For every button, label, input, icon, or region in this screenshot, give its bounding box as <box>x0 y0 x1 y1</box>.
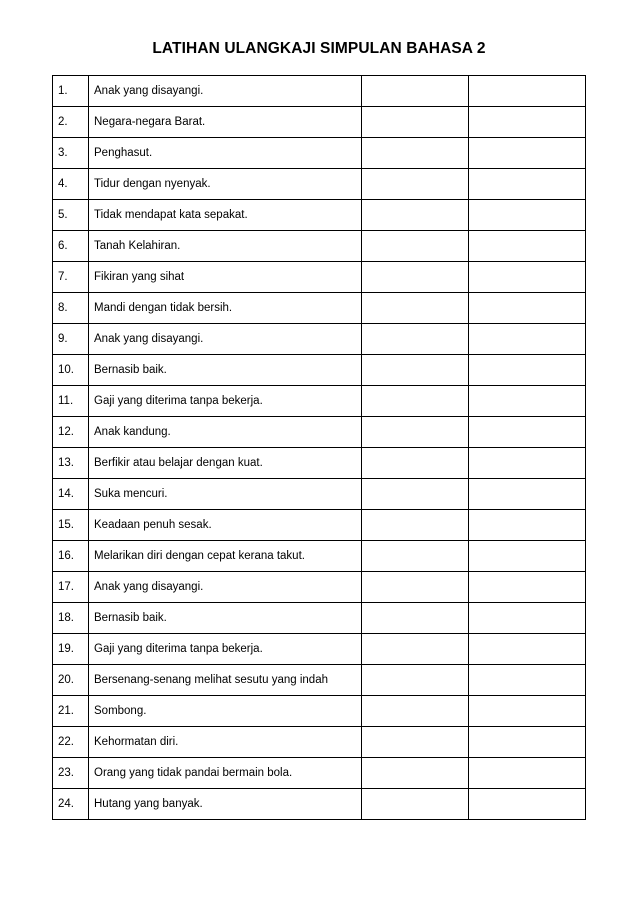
item-meaning: Anak yang disayangi. <box>89 572 362 603</box>
item-number: 15. <box>53 510 89 541</box>
answer-cell-1[interactable] <box>362 262 469 293</box>
answer-cell-2[interactable] <box>469 634 586 665</box>
answer-cell-2[interactable] <box>469 696 586 727</box>
answer-cell-2[interactable] <box>469 541 586 572</box>
answer-cell-2[interactable] <box>469 479 586 510</box>
answer-cell-1[interactable] <box>362 231 469 262</box>
table-row <box>53 572 586 603</box>
answer-cell-1[interactable] <box>362 293 469 324</box>
answer-cell-1[interactable] <box>362 572 469 603</box>
item-number: 12. <box>53 417 89 448</box>
item-meaning: Bernasib baik. <box>89 603 362 634</box>
answer-cell-1[interactable] <box>362 448 469 479</box>
item-meaning: Fikiran yang sihat <box>89 262 362 293</box>
table-row <box>53 727 586 758</box>
item-number: 10. <box>53 355 89 386</box>
item-meaning: Tidak mendapat kata sepakat. <box>89 200 362 231</box>
item-meaning: Hutang yang banyak. <box>89 789 362 820</box>
answer-cell-1[interactable] <box>362 76 469 107</box>
item-number: 4. <box>53 169 89 200</box>
answer-cell-1[interactable] <box>362 107 469 138</box>
answer-cell-1[interactable] <box>362 634 469 665</box>
answer-cell-1[interactable] <box>362 727 469 758</box>
table-row <box>53 231 586 262</box>
table-row <box>53 696 586 727</box>
item-meaning: Penghasut. <box>89 138 362 169</box>
answer-cell-1[interactable] <box>362 386 469 417</box>
answer-cell-1[interactable] <box>362 169 469 200</box>
answer-cell-2[interactable] <box>469 789 586 820</box>
table-row <box>53 138 586 169</box>
answer-cell-2[interactable] <box>469 293 586 324</box>
table-row <box>53 541 586 572</box>
item-meaning: Gaji yang diterima tanpa bekerja. <box>89 634 362 665</box>
answer-cell-2[interactable] <box>469 758 586 789</box>
answer-cell-2[interactable] <box>469 510 586 541</box>
answer-cell-1[interactable] <box>362 200 469 231</box>
answer-cell-2[interactable] <box>469 231 586 262</box>
answer-cell-2[interactable] <box>469 572 586 603</box>
item-number: 20. <box>53 665 89 696</box>
item-number: 18. <box>53 603 89 634</box>
table-row <box>53 386 586 417</box>
table-row <box>53 200 586 231</box>
answer-cell-2[interactable] <box>469 355 586 386</box>
answer-cell-2[interactable] <box>469 448 586 479</box>
item-number: 6. <box>53 231 89 262</box>
item-number: 23. <box>53 758 89 789</box>
answer-cell-2[interactable] <box>469 262 586 293</box>
answer-cell-2[interactable] <box>469 76 586 107</box>
item-meaning: Kehormatan diri. <box>89 727 362 758</box>
item-number: 2. <box>53 107 89 138</box>
answer-cell-2[interactable] <box>469 200 586 231</box>
item-meaning: Anak yang disayangi. <box>89 324 362 355</box>
item-meaning: Anak kandung. <box>89 417 362 448</box>
item-number: 13. <box>53 448 89 479</box>
answer-cell-1[interactable] <box>362 138 469 169</box>
table-row <box>53 603 586 634</box>
table-row <box>53 355 586 386</box>
item-number: 1. <box>53 76 89 107</box>
item-meaning: Mandi dengan tidak bersih. <box>89 293 362 324</box>
answer-cell-1[interactable] <box>362 665 469 696</box>
table-row <box>53 448 586 479</box>
page-title: LATIHAN ULANGKAJI SIMPULAN BAHASA 2 <box>152 40 486 57</box>
item-number: 8. <box>53 293 89 324</box>
item-number: 22. <box>53 727 89 758</box>
table-row <box>53 479 586 510</box>
table-row <box>53 107 586 138</box>
answer-cell-2[interactable] <box>469 107 586 138</box>
table-row <box>53 417 586 448</box>
item-meaning: Tanah Kelahiran. <box>89 231 362 262</box>
answer-cell-1[interactable] <box>362 541 469 572</box>
item-number: 19. <box>53 634 89 665</box>
table-row <box>53 665 586 696</box>
answer-cell-1[interactable] <box>362 479 469 510</box>
item-number: 3. <box>53 138 89 169</box>
answer-cell-2[interactable] <box>469 417 586 448</box>
table-row <box>53 293 586 324</box>
answer-cell-1[interactable] <box>362 758 469 789</box>
item-meaning: Berfikir atau belajar dengan kuat. <box>89 448 362 479</box>
item-meaning: Orang yang tidak pandai bermain bola. <box>89 758 362 789</box>
item-meaning: Negara-negara Barat. <box>89 107 362 138</box>
item-number: 24. <box>53 789 89 820</box>
item-meaning: Keadaan penuh sesak. <box>89 510 362 541</box>
item-number: 9. <box>53 324 89 355</box>
item-number: 14. <box>53 479 89 510</box>
item-number: 7. <box>53 262 89 293</box>
answer-cell-2[interactable] <box>469 386 586 417</box>
item-number: 16. <box>53 541 89 572</box>
item-number: 21. <box>53 696 89 727</box>
answer-cell-1[interactable] <box>362 510 469 541</box>
table-row <box>53 262 586 293</box>
answer-cell-1[interactable] <box>362 603 469 634</box>
table-row <box>53 634 586 665</box>
item-meaning: Gaji yang diterima tanpa bekerja. <box>89 386 362 417</box>
item-meaning: Bersenang-senang melihat sesutu yang indah <box>89 665 362 696</box>
worksheet-table <box>52 75 586 820</box>
item-meaning: Melarikan diri dengan cepat kerana takut. <box>89 541 362 572</box>
item-number: 17. <box>53 572 89 603</box>
answer-cell-2[interactable] <box>469 169 586 200</box>
answer-cell-1[interactable] <box>362 324 469 355</box>
worksheet-body <box>53 76 586 820</box>
item-meaning: Sombong. <box>89 696 362 727</box>
table-row <box>53 76 586 107</box>
answer-cell-2[interactable] <box>469 138 586 169</box>
answer-cell-1[interactable] <box>362 696 469 727</box>
item-meaning: Anak yang disayangi. <box>89 76 362 107</box>
table-row <box>53 324 586 355</box>
table-row <box>53 758 586 789</box>
answer-cell-2[interactable] <box>469 727 586 758</box>
item-number: 5. <box>53 200 89 231</box>
item-meaning: Bernasib baik. <box>89 355 362 386</box>
table-row <box>53 510 586 541</box>
answer-cell-2[interactable] <box>469 665 586 696</box>
answer-cell-2[interactable] <box>469 603 586 634</box>
table-row <box>53 789 586 820</box>
answer-cell-1[interactable] <box>362 417 469 448</box>
answer-cell-2[interactable] <box>469 324 586 355</box>
answer-cell-1[interactable] <box>362 789 469 820</box>
item-meaning: Suka mencuri. <box>89 479 362 510</box>
answer-cell-1[interactable] <box>362 355 469 386</box>
table-row <box>53 169 586 200</box>
item-number: 11. <box>53 386 89 417</box>
item-meaning: Tidur dengan nyenyak. <box>89 169 362 200</box>
